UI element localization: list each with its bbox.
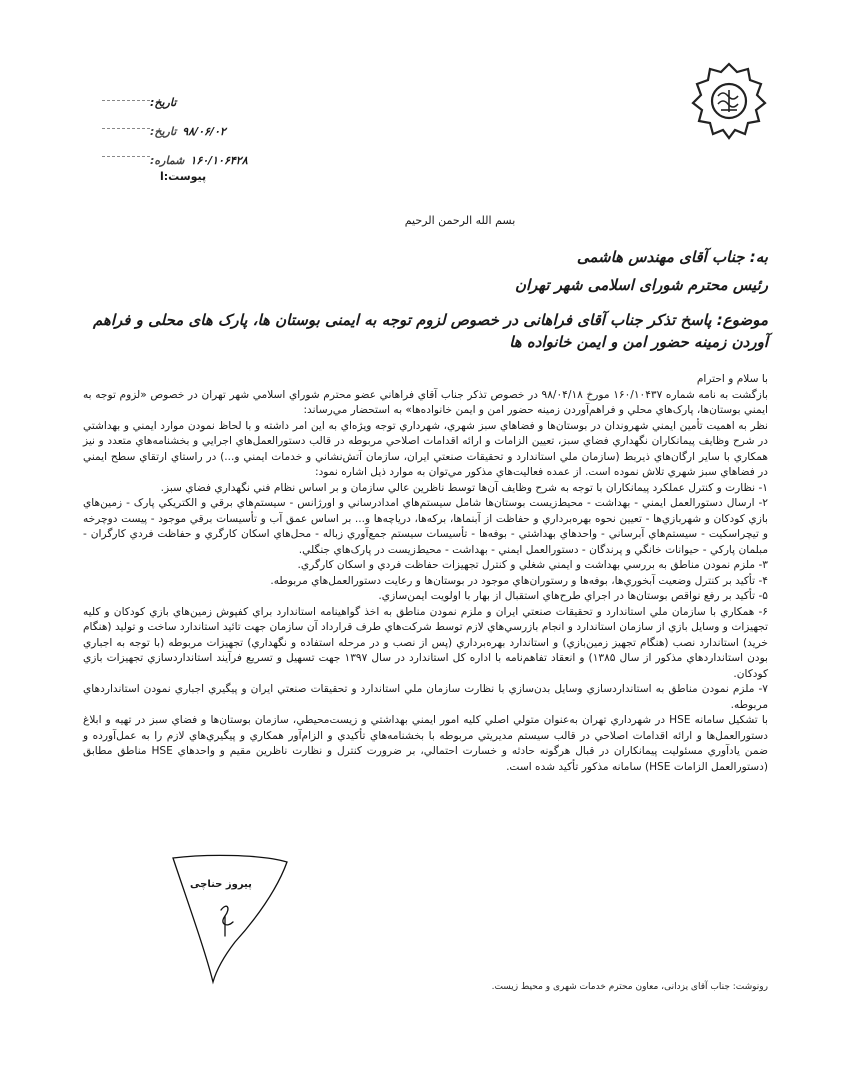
list-item: ۷- ملزم نمودن مناطق به استانداردسازي وسايل بدن‌سازي با نظارت سازمان ملي استاندارد و تحقيقات صنعتي ايران و پيگيري اجباري نمودن استانداردهاي مربوطه. (83, 683, 768, 711)
date-label-2: تاریخ: (150, 125, 177, 138)
greeting: با سلام و احترام (696, 373, 768, 385)
recipient-title: رئیس محترم شورای اسلامی شهر تهران (515, 276, 768, 294)
date-label: تاریخ: (150, 96, 177, 109)
basmala: بسم الله الرحمن الرحیم (404, 214, 516, 227)
body-paragraph: نظر به اهميت تأمين ايمني شهروندان در بوستان‌ها و فضاهاي سبز شهري، شهرداري توجه ويژه‌اي به اين امر داشته و با لحاظ نمودن موارد ايمني و بهداشتي در شرح وظايف پيمانکاران نگهداري فضاي سبز، تعيين الزامات و ارائه اقدامات اصلاحي مربوطه در قالب دستورالعمل‌هاي اجرايي و بخشنامه‌هاي متعدد و نيز همکاري با ساير ارگان‌هاي ذيربط (سازمان ملي استاندارد و تحقيقات صنعتي ايران، سازمان آتش‌نشاني و خدمات ايمني و...) در راستاي ارتقاي سطح ايمني در فضاهاي سبز شهري تلاش نموده است. از عمده فعاليت‌هاي مذکور مي‌توان به موارد ذيل اشاره نمود: (83, 419, 768, 478)
attachment-label: پیوست:ا (160, 170, 207, 183)
list-item: ۳- ملزم نمودن مناطق به بررسي بهداشت و ايمني شغلي و کنترل تجهيزات حفاظت فردي و اسکان کارگري. (297, 559, 768, 571)
list-item: ۴- تأکيد بر کنترل وضعيت آبخوري‌ها، بوفه‌ها و رستوران‌هاي موجود در بوستان‌ها و رعايت دستورالعمل‌هاي مربوطه. (270, 574, 768, 587)
body-paragraph: با تشکيل سامانه HSE در شهرداري تهران به‌عنوان متولي اصلي کليه امور ايمني بهداشتي و زيست‌محيطي، سازمان بوستان‌ها و فضاي سبز در تهيه و ابلاغ دستورالعمل‌ها و ارائه اقدامات اصلاحي در قالب سيستم مديريتي مربوطه با بخشنامه‌هاي تأکيدي و الزام‌آور همکاري و پيگيري‌هاي لازم را به عمل‌آورده و ضمن يادآوري مسئوليت پيمانکاران در قبال هرگونه حادثه و خسارت احتمالي، بر ضرورت کنترل و نظارت ناظرين مقيم و واحدهاي HSE مناطق مطابق (دستورالعمل الزامات HSE) سامانه مذکور تأکيد شده است. (83, 714, 768, 773)
recipient-name: به: جناب آقای مهندس هاشمی (576, 248, 768, 266)
letter-body (83, 372, 768, 775)
letter-subject: موضوع: پاسخ تذکر جناب آقای فراهانی در خصوص لزوم توجه به ایمنی بوستان ها، پارک های محلی و فراهم آوردن زمینه حضور امن و ایمن خانواده ها (92, 311, 768, 351)
tehran-municipality-logo (690, 60, 768, 142)
body-paragraph: بازگشت به نامه شماره ۱۶۰/۱۰۴۳۷ مورخ ۹۸/۰۴/۱۸ در خصوص تذکر جناب آقاي فراهاني عضو محترم شوراي اسلامي شهر تهران در خصوص «لزوم توجه به ايمني بوستان‌ها، پارک‌هاي محلي و فراهم‌آوردن زمينه حضور امن و ايمن خانواده‌ها» به استحضار مي‌رساند: (83, 388, 769, 416)
list-item: ۱- نظارت و کنترل عملکرد پيمانکاران با توجه به شرح وظايف آن‌ها توسط ناظرين عالي سازمان و بر اساس نظام فني نگهداري فضاي سبز. (160, 481, 768, 494)
letter-number: ۱۶۰/۱۰۶۴۲۸ (190, 154, 248, 167)
handwritten-signature (165, 850, 295, 990)
list-item: ۲- ارسال دستورالعمل ايمني - بهداشت - محيط‌زيست بوستان‌ها شامل سيستم‌هاي امدادرساني و اورژانس - سيستم‌هاي برقي و الکتريکي پارک - زمين‌هاي بازي کودکان و شهربازي‌ها - تعيين نحوه بهره‌برداري و حفاظت از آبنماها، برکه‌ها، درياچه‌ها و... بر اساس عمق آب و تأسيسات برقي موجود - پيست دوچرخه و تيچراسکيت - سيستم‌هاي آبرساني - واحدهاي بهداشتي - بوفه‌ها - تأسيسات سيستم جمع‌آوري زباله - محل‌هاي اسکان کارگري و حفاظت فردي کارگران - مبلمان پارکي - حيوانات خانگي و پرندگان - دستورالعمل ايمني - بهداشت - محيط‌زيست در پارک‌هاي جنگلي. (83, 497, 768, 556)
list-item: ۵- تأکيد بر رفع نواقص بوستان‌ها در اجراي طرح‌هاي استقبال از بهار با اولويت ايمن‌سازي. (378, 590, 768, 602)
signatory-name: پیروز حناچی (190, 879, 252, 890)
list-item: ۶- همکاري با سازمان ملي استاندارد و تحقيقات صنعتي ايران و ملزم نمودن مناطق به اخذ گواهينامه استاندارد براي کفپوش زمين‌هاي بازي کودکان و کليه تجهيزات و وسايل بازي از سازمان استاندارد و انجام بازرسي‌هاي لازم توسط شرکت‌هاي طرف قرارداد آن سازمان جهت تائيد استاندارد ساخت و توليد (هنگام خريد) استاندارد نصب (هنگام تجهيز زمين‌بازي) و استاندارد بهره‌برداري (پس از نصب و در مرحله استفاده و نگهداري) تجهيزات مربوطه (با توجه به اجباري بودن استانداردهاي مذکور از سال ۱۳۸۵) و انعقاد تفاهم‌نامه با اداره کل استاندارد در سال ۱۳۹۷ جهت تسهيل و تسريع فرآيند استانداردسازي تجهيزات بازي کودکان. (83, 605, 768, 680)
number-label: شماره: (150, 154, 185, 167)
date-value: ۹۸/۰۶/۰۲ (182, 125, 226, 138)
carbon-copy-note: رونوشت: جناب آقای یزدانی، معاون محترم خدمات شهری و محیط زیست. (491, 982, 768, 992)
letter-meta (150, 88, 260, 175)
